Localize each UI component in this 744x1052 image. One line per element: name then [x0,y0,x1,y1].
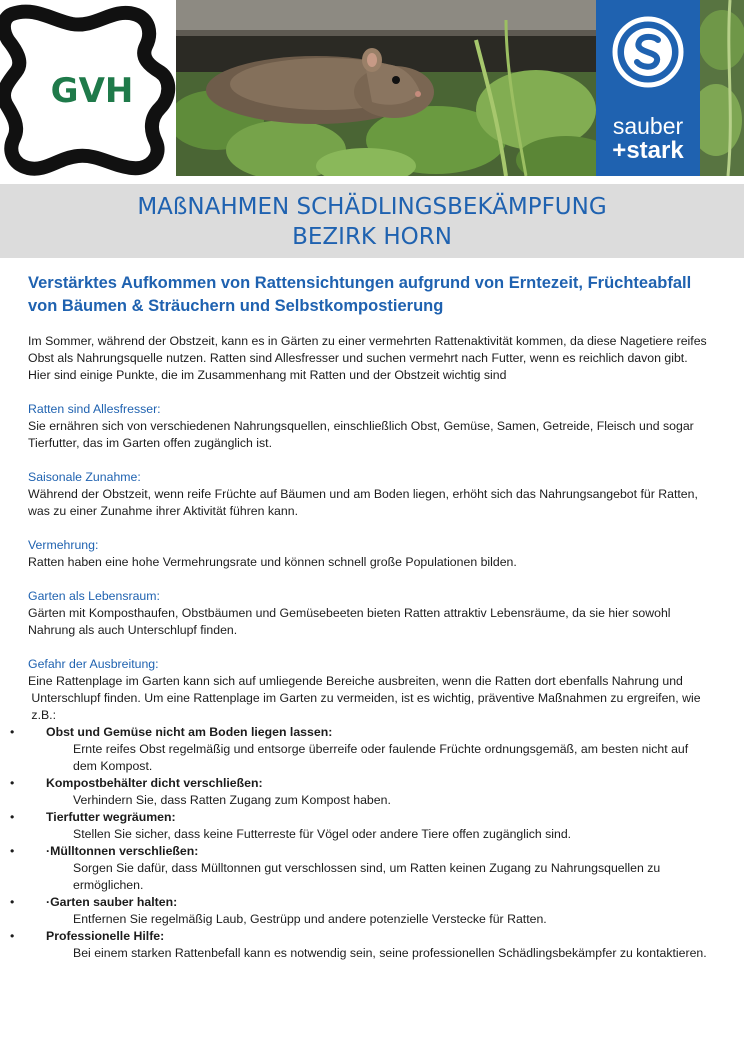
section-heading: Gefahr der Ausbreitung: [28,657,159,671]
section-heading: Saisonale Zunahme: [28,470,141,484]
page-title-line1: MAßNAHMEN SCHÄDLINGSBEKÄMPFUNG [137,194,607,220]
section-heading: Vermehrung: [28,538,99,552]
section-text-line: Ratten haben eine hohe Vermehrungsrate und können schnell große Populationen bilden. [28,555,517,569]
measure-title: ·Garten sauber halten: [46,895,178,909]
gvh-logo-text: GVH [50,71,134,111]
measure-text-line: Entfernen Sie regelmäßig Laub, Gestrüpp und andere potenzielle Verstecke für Ratten. [73,912,547,926]
leather-hide-icon [0,0,176,178]
measures-list [6,724,728,962]
section-text-line: z.B.: [28,708,57,722]
measure-title: Obst und Gemüse nicht am Boden liegen lassen: [46,725,333,739]
bullet-icon: • [10,895,15,909]
measure-text-line: Verhindern Sie, dass Ratten Zugang zum Kompost haben. [73,793,391,807]
intro-text-line1: Im Sommer, während der Obstzeit, kann es in Gärten zu einer vermehrten Rattenaktivität kommen, da diese Nagetiere reifes [28,334,707,348]
s-circle-icon [612,16,684,88]
bullet-icon: • [10,725,15,739]
bullet-icon: • [10,929,15,943]
section-text-line: Während der Obstzeit, wenn reife Früchte auf Bäumen und am Boden liegen, erhöht sich das Nahrungsangebot für Ratten, [28,487,698,501]
intro-text-line3: Hier sind einige Punkte, die im Zusammenhang mit Ratten und der Obstzeit wichtig sind [28,368,507,382]
title-band [0,184,744,258]
page-title-line2: BEZIRK HORN [292,224,452,250]
list-item [6,809,728,843]
section-heading: Garten als Lebensraum: [28,589,160,603]
section-text-line: Gärten mit Komposthaufen, Obstbäumen und Gemüsebeeten bieten Ratten attraktiv Lebensräume, da sie hier sowohl [28,606,671,620]
intro-heading-line1: Verstärktes Aufkommen von Rattensichtungen aufgrund von Erntezeit, Früchteabfall [28,274,692,292]
gvh-logo [0,0,176,178]
brand-word-stark: +stark [612,137,684,164]
measure-title: Kompostbehälter dicht verschließen: [46,776,263,790]
brand-word-sauber: sauber [612,113,684,139]
measure-text-line: Bei einem starken Rattenbefall kann es notwendig sein, seine professionellen Schädlingsbekämpfer zu kontaktieren. [73,946,707,960]
measure-text-line: ermöglichen. [73,878,144,892]
measure-title: Tierfutter wegräumen: [46,810,176,824]
list-item [6,775,728,809]
bullet-icon: • [10,810,15,824]
measure-title: ·Mülltonnen verschließen: [46,844,199,858]
section-text-line: Sie ernähren sich von verschiedenen Nahrungsquellen, einschließlich Obst, Gemüse, Samen, Getreide, Fleisch und sogar [28,419,694,433]
section-text-line: Eine Rattenplage im Garten kann sich auf umliegende Bereiche ausbreiten, wenn die Ratten dort ebenfalls Nahrung und [28,674,683,688]
bullet-icon: • [10,776,15,790]
header-banner [0,0,744,178]
document-body [10,272,728,962]
section-text-line: Unterschlupf finden. Um eine Rattenplage im Garten zu vermeiden, ist es wichtig, präventive Maßnahmen zu ergreifen, wie [28,691,701,705]
section-saisonale-zunahme [28,469,728,520]
intro-heading-line2: von Bäumen & Sträuchern und Selbstkompostierung [28,297,444,315]
section-allesfresser [28,401,728,452]
intro-heading [28,272,728,318]
section-garten-lebensraum [28,588,728,639]
section-gefahr-ausbreitung [10,656,728,962]
measure-text-line: Ernte reifes Obst regelmäßig und entsorge überreife oder faulende Früchte ordnungsgemäß, am besten nicht auf [73,742,689,756]
plant-photo-strip [700,0,744,176]
measure-title: Professionelle Hilfe: [46,929,165,943]
section-text-line: Nahrung als auch Unterschlupf finden. [28,623,238,637]
section-vermehrung [28,537,728,571]
measure-text-line: Stellen Sie sicher, dass keine Futterreste für Vögel oder andere Tiere offen zugänglich sind. [73,827,572,841]
section-text-line: Tierfutter, das im Garten offen zugänglich ist. [28,436,273,450]
list-item [6,843,728,894]
list-item [6,894,728,928]
sauber-stark-logo [596,0,700,176]
rat-photo [176,0,596,176]
section-heading: Ratten sind Allesfresser: [28,402,161,416]
intro-paragraph [28,333,728,384]
list-item [6,724,728,775]
section-text-line: was zu einer Zunahme ihrer Aktivität führen kann. [28,504,298,518]
bullet-icon: • [10,844,15,858]
intro-text-line2: Obst als Nahrungsquelle nutzen. Ratten sind Allesfresser und suchen vermehrt nach Futter, wenn es reichlich davon gibt. [28,351,688,365]
measure-text-line: Sorgen Sie dafür, dass Mülltonnen gut verschlossen sind, um Ratten keinen Zugang zu Nahrungsquellen zu [73,861,661,875]
measure-text-line: dem Kompost. [73,759,153,773]
list-item [6,928,728,962]
